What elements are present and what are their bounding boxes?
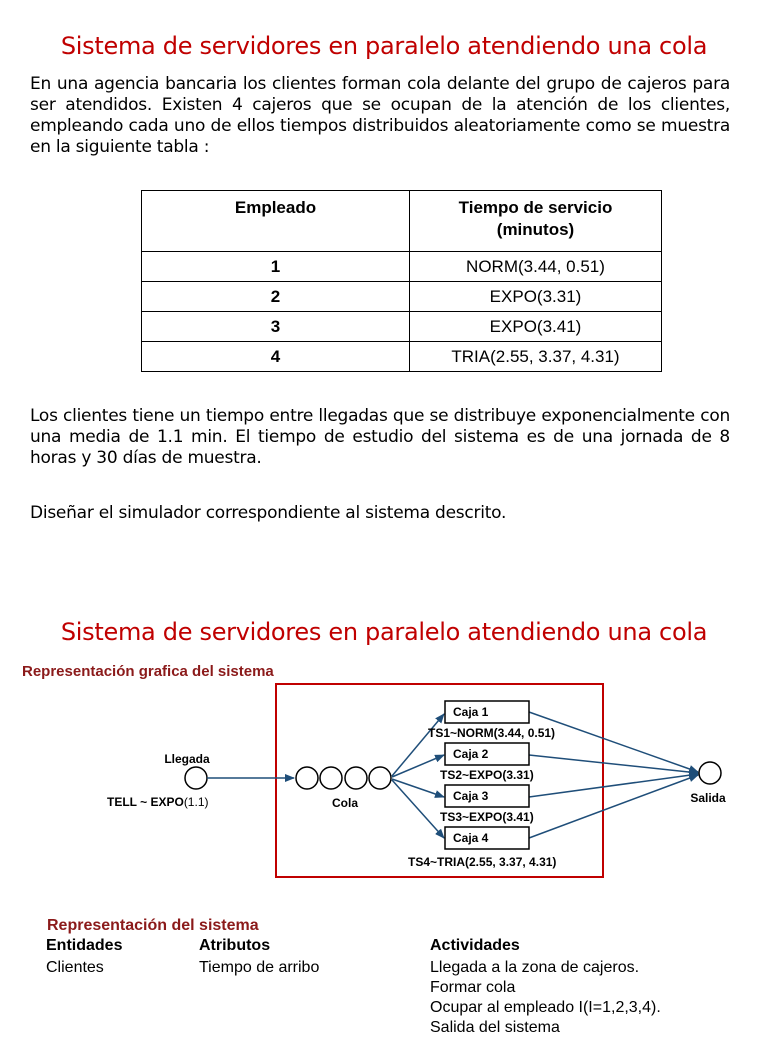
service-time-cell: NORM(3.44, 0.51) xyxy=(410,252,662,282)
exit-node xyxy=(699,762,721,784)
activities-list xyxy=(430,958,661,1038)
attributes-list xyxy=(199,958,319,978)
arrival-node xyxy=(185,767,207,789)
table-row xyxy=(142,252,662,282)
tell-label: TELL ~ EXPO(1.1) xyxy=(107,795,209,809)
exit-label: Salida xyxy=(690,791,726,805)
box-4-label: Caja 4 xyxy=(453,831,489,845)
queue xyxy=(296,767,391,789)
employee-cell: 2 xyxy=(142,282,410,312)
service-time-table xyxy=(141,190,662,372)
system-representation-label: Representación del sistema xyxy=(47,917,259,934)
queue-slot xyxy=(369,767,391,789)
box-3-dist: TS3~EXPO(3.41) xyxy=(440,810,534,824)
table-row xyxy=(142,312,662,342)
employee-cell: 3 xyxy=(142,312,410,342)
list-item: Tiempo de arribo xyxy=(199,959,320,976)
box-2-label: Caja 2 xyxy=(453,747,489,761)
list-item: Salida del sistema xyxy=(430,1019,560,1036)
employee-cell: 4 xyxy=(142,342,410,372)
entities-heading: Entidades xyxy=(46,937,123,954)
intro-paragraph: En una agencia bancaria los clientes forman cola delante del grupo de cajeros para ser atendidos. Existen 4 cajeros que se ocupan de la atención de los clientes, empleando cada uno de ellos tiempos distribuidos aleatoriamente como se muestra en la siguiente tabla : xyxy=(30,74,730,157)
box-1-dist: TS1~NORM(3.44, 0.51) xyxy=(428,726,556,740)
box3-to-exit-arrow xyxy=(529,774,698,797)
slide1-title: Sistema de servidores en paralelo atendiendo una cola xyxy=(60,32,708,60)
box-4-dist: TS4~TRIA(2.55, 3.37, 4.31) xyxy=(408,855,557,869)
slide2-title: Sistema de servidores en paralelo atendiendo una cola xyxy=(60,618,708,646)
queue-slot xyxy=(296,767,318,789)
entities-list xyxy=(46,958,104,978)
header-service-time: Tiempo de servicio (minutos) xyxy=(410,191,662,252)
queue-slot xyxy=(345,767,367,789)
box2-to-exit-arrow xyxy=(529,755,698,773)
list-item: Ocupar al empleado I(I=1,2,3,4). xyxy=(430,999,661,1016)
header-employee: Empleado xyxy=(142,191,410,252)
arrival-paragraph: Los clientes tiene un tiempo entre llegadas que se distribuye exponencialmente con una media de 1.1 min. El tiempo de estudio del sistema es de una jornada de 8 horas y 30 días de muestra. xyxy=(30,406,730,468)
system-diagram xyxy=(0,655,768,885)
box-3-label: Caja 3 xyxy=(453,789,489,803)
table-row xyxy=(142,282,662,312)
graph-section-label: Representación grafica del sistema xyxy=(22,663,274,680)
attributes-heading: Atributos xyxy=(199,937,271,954)
table-row xyxy=(142,342,662,372)
arrival-label: Llegada xyxy=(164,752,210,766)
queue-label: Cola xyxy=(331,796,359,810)
list-item: Clientes xyxy=(46,959,104,976)
service-time-cell: EXPO(3.41) xyxy=(410,312,662,342)
list-item: Llegada a la zona de cajeros. xyxy=(430,959,640,976)
service-time-cell: EXPO(3.31) xyxy=(410,282,662,312)
queue-slot xyxy=(320,767,342,789)
task-paragraph: Diseñar el simulador correspondiente al sistema descrito. xyxy=(30,503,507,523)
table-header-row xyxy=(142,191,662,252)
employee-cell: 1 xyxy=(142,252,410,282)
activities-heading: Actividades xyxy=(430,937,520,954)
box-1-label: Caja 1 xyxy=(453,705,489,719)
service-time-cell: TRIA(2.55, 3.37, 4.31) xyxy=(410,342,662,372)
box1-to-exit-arrow xyxy=(529,712,698,772)
box4-to-exit-arrow xyxy=(529,775,698,838)
list-item: Formar cola xyxy=(430,979,516,996)
box-2-dist: TS2~EXPO(3.31) xyxy=(440,768,534,782)
